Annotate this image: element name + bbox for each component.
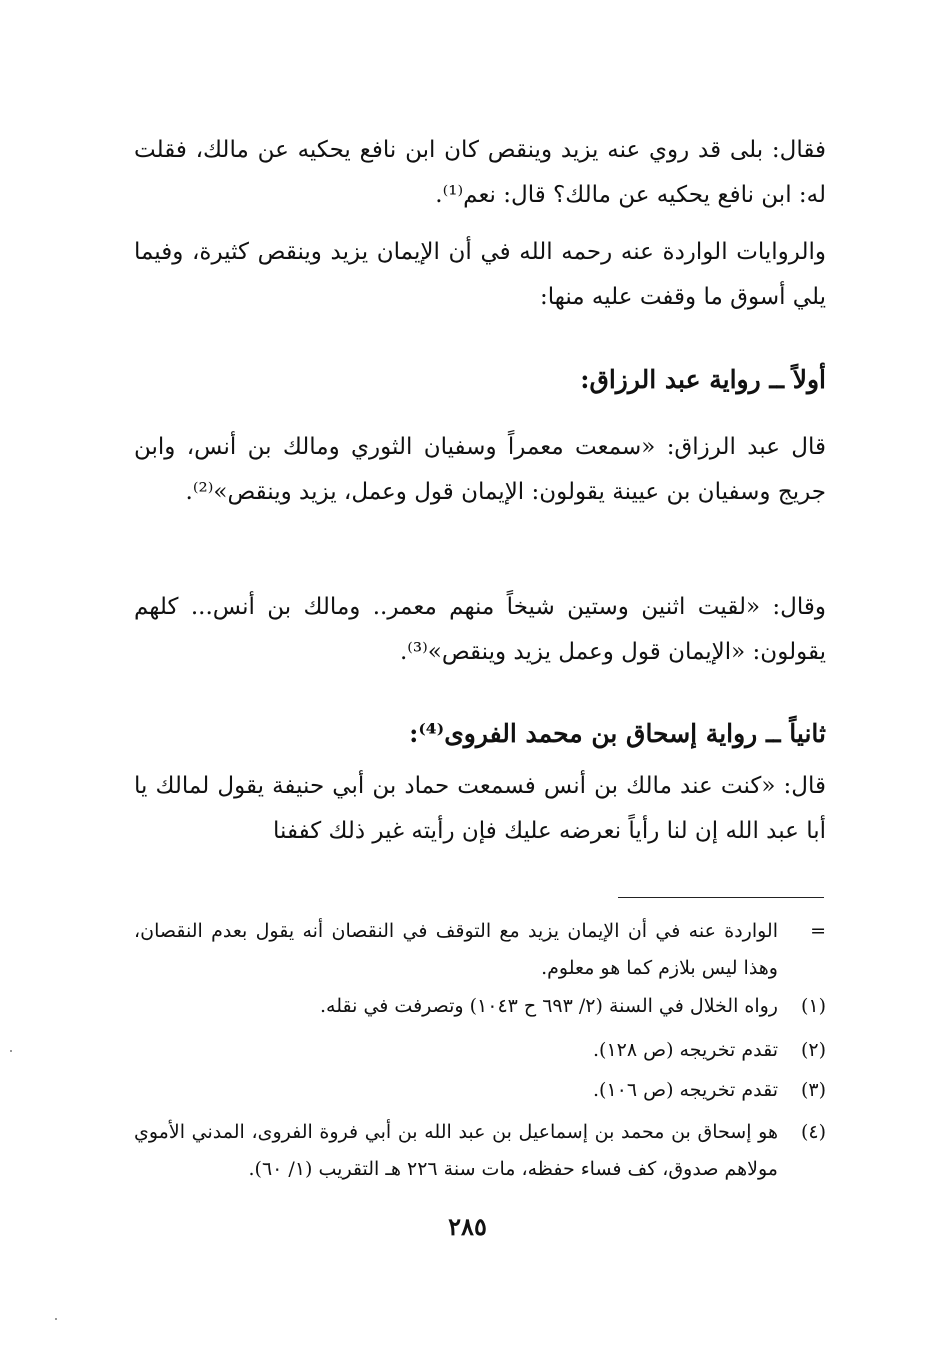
footnote-text: تقدم تخريجه (ص ١٠٦). <box>593 1079 778 1101</box>
footnote-number: (١) <box>800 995 826 1017</box>
footnote-1 <box>134 988 826 1025</box>
footnote-text: رواه الخلال في السنة (٢/ ٦٩٣ ح ١٠٤٣) وتصرفت في نقله. <box>320 995 778 1017</box>
footnote-number: (٢) <box>800 1039 826 1061</box>
scan-speck <box>10 1050 12 1052</box>
section-heading-1: أولاً ــ رواية عبد الرزاق: <box>580 365 826 394</box>
scan-speck <box>55 1318 57 1320</box>
paragraph-3: قال عبد الرزاق: «سمعت معمراً وسفيان الثوري ومالك بن أنس، وابن جريج وسفيان بن عيينة يقولون: الإيمان قول وعمل، يزيد وينقص»⁽²⁾. <box>134 434 826 505</box>
footnote-4 <box>134 1114 826 1188</box>
paragraph-2: والروايات الواردة عنه رحمه الله في أن الإيمان يزيد وينقص كثيرة، وفيما يلي أسوق ما وقفت عليه منها: <box>134 239 826 310</box>
continuation-text: الواردة عنه في أن الإيمان يزيد مع التوقف في النقصان أنه يقول بعدم النقصان، وهذا ليس بلازم كما هو معلوم. <box>134 920 778 979</box>
page-number: ٢٨٥ <box>448 1212 487 1241</box>
footnote-number: (٣) <box>800 1079 826 1101</box>
section-heading-2: ثانياً ــ رواية إسحاق بن محمد الفروى⁽⁴⁾: <box>409 719 826 748</box>
footnote-text: هو إسحاق بن محمد بن إسماعيل بن عبد الله بن أبي فروة الفروى، المدني الأموي مولاهم صدوق، كف فساء حفظه، مات سنة ٢٢٦ هـ التقريب (١/ ٦٠). <box>134 1121 778 1180</box>
footnote-3 <box>134 1072 826 1109</box>
footnote-2 <box>134 1032 826 1069</box>
paragraph-5: قال: «كنت عند مالك بن أنس فسمعت حماد بن أبي حنيفة يقول لمالك يا أبا عبد الله إن لنا رأياً نعرضه عليك فإن رأيته غير ذلك كففنا <box>134 773 826 844</box>
footnote-continuation <box>134 913 826 987</box>
paragraph-1: فقال: بلى قد روي عنه يزيد وينقص كان ابن نافع يحكيه عن مالك، فقلت له: ابن نافع يحكيه عن مالك؟ قال: نعم⁽¹⁾. <box>134 137 826 208</box>
footnote-number: (٤) <box>800 1121 826 1143</box>
footnote-text: تقدم تخريجه (ص ١٢٨). <box>593 1039 778 1061</box>
continuation-mark: = <box>810 920 826 942</box>
footnote-separator <box>618 897 824 898</box>
paragraph-4: وقال: «لقيت اثنين وستين شيخاً منهم معمر.. ومالك بن أنس... كلهم يقولون: «الإيمان قول وعمل يزيد وينقص»⁽³⁾. <box>134 594 826 665</box>
